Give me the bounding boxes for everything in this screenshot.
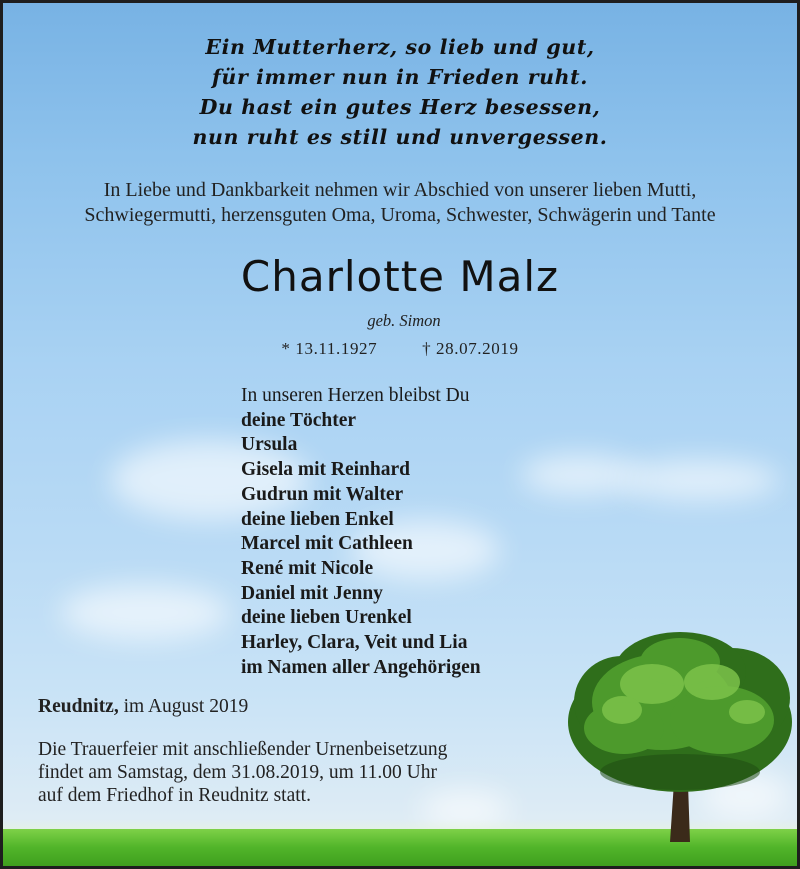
death-date: † 28.07.2019 (422, 339, 519, 358)
list-item: im Namen aller Angehörigen (241, 656, 481, 678)
funeral-line-3: auf dem Friedhof in Reudnitz statt. (38, 785, 311, 806)
list-item: Gisela mit Reinhard (241, 459, 410, 481)
poem-line-1: Ein Mutterherz, so lieb und gut, (205, 35, 595, 59)
place-name: Reudnitz, (38, 696, 119, 717)
poem-line-4: nun ruht es still und unvergessen. (192, 125, 608, 149)
poem-line-3: Du hast ein gutes Herz besessen, (199, 95, 601, 119)
funeral-line-2: findet am Samstag, dem 31.08.2019, um 11.00 Uhr (38, 762, 437, 783)
list-item: Marcel mit Cathleen (241, 533, 413, 555)
cloud (60, 585, 230, 640)
list-item: Ursula (241, 434, 298, 456)
mourners-list (241, 384, 481, 680)
poem-line-2: für immer nun in Frieden ruht. (212, 65, 588, 89)
life-dates (0, 339, 800, 359)
funeral-info (38, 738, 447, 807)
cloud (620, 460, 780, 500)
intro-line-1: In Liebe und Dankbarkeit nehmen wir Abschied von unserer lieben Mutti, (103, 179, 697, 201)
birth-name: geb. Simon (367, 311, 441, 330)
list-item: Gudrun mit Walter (241, 483, 404, 505)
list-item: Daniel mit Jenny (241, 582, 383, 604)
place-date (38, 695, 248, 718)
list-item: René mit Nicole (241, 557, 374, 579)
tree-illustration (562, 632, 800, 842)
notice-date: im August 2019 (123, 696, 249, 717)
list-item: deine Töchter (241, 409, 357, 431)
list-item: Harley, Clara, Veit und Lia (241, 632, 468, 654)
list-item: deine lieben Enkel (241, 508, 394, 530)
deceased-name: Charlotte Malz (240, 252, 560, 301)
list-item: deine lieben Urenkel (241, 607, 412, 629)
intro-line-2: Schwiegermutti, herzensguten Oma, Uroma, Schwester, Schwägerin und Tante (84, 204, 716, 226)
birth-date: * 13.11.1927 (281, 339, 378, 358)
funeral-line-1: Die Trauerfeier mit anschließender Urnenbeisetzung (38, 739, 448, 760)
mourners-intro: In unseren Herzen bleibst Du (241, 385, 470, 406)
